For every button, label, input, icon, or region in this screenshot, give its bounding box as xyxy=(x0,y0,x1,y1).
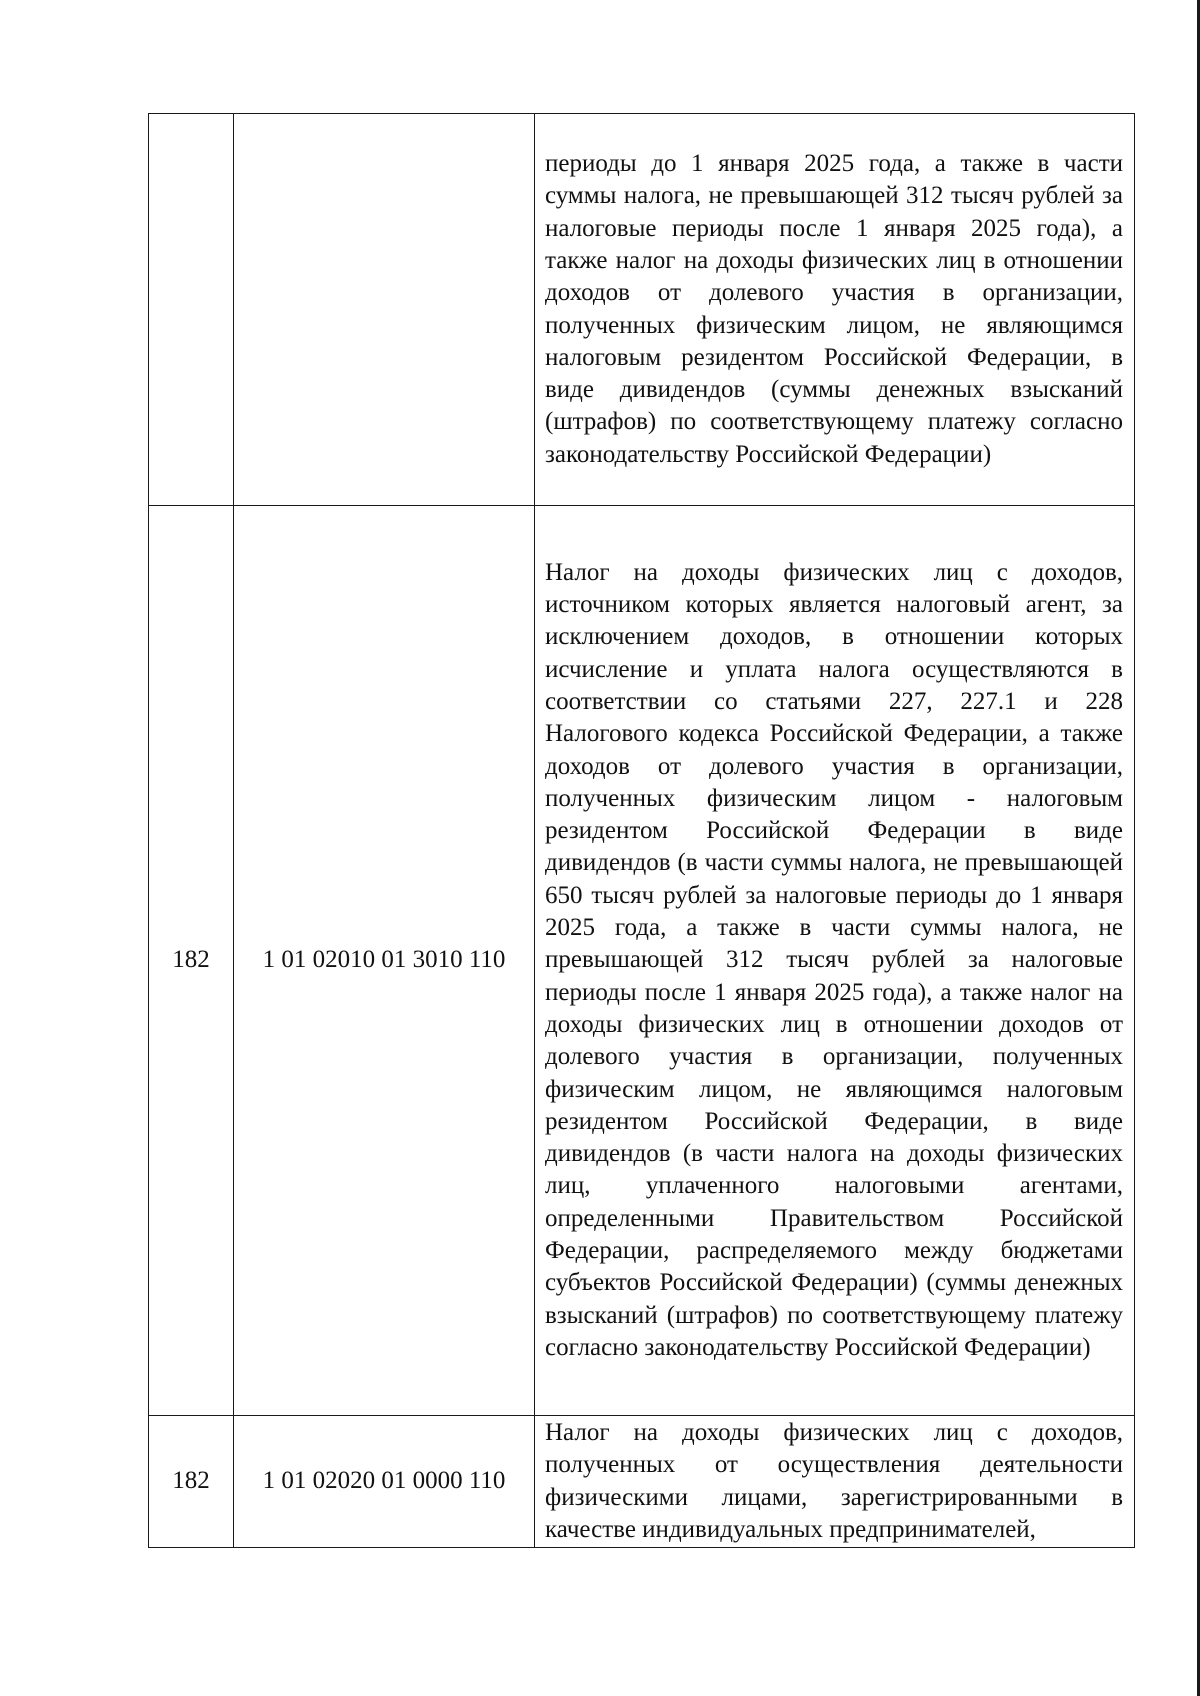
budget-codes-table xyxy=(148,113,1135,1548)
description-text: Налог на доходы физических лиц с доходов, источником которых является налоговый агент, за исключением доходов, в отношении которых исчисление и уплата налога осуществляются в соответствии со статьями 227, 227.1 и 228 Налогового кодекса Российской Федерации, а также доходов от долевого участия в организации, полученных физическим лицом - налоговым резидентом Российской Федерации в виде дивидендов (в части суммы налога, не превышающей 650 тысяч рублей за налоговые периоды до 1 января 2025 года, а также в части суммы налога, не превышающей 312 тысяч рублей за налоговые периоды после 1 января 2025 года), а также налог на доходы физических лиц в отношении доходов от долевого участия в организации, полученных физическим лицом, не являющимся налоговым резидентом Российской Федерации, в виде дивидендов (в части налога на доходы физических лиц, уплаченного налоговыми агентами, определенными Правительством Российской Федерации, распределяемого между бюджетами субъектов Российской Федерации) (суммы денежных взысканий (штрафов) по соответствующему платежу согласно законодательству Российской Федерации) xyxy=(545,558,1123,1361)
admin-code-cell: 182 xyxy=(149,1416,234,1548)
description-cell xyxy=(535,114,1135,506)
table-row xyxy=(149,506,1135,1416)
admin-code-cell xyxy=(149,114,234,506)
kbk-cell: 1 01 02020 01 0000 110 xyxy=(234,1416,535,1548)
description-text: Налог на доходы физических лиц с доходов, полученных от осуществления деятельности физическими лицами, зарегистрированными в качестве индивидуальных предпринимателей, xyxy=(545,1419,1123,1543)
description-text: периоды до 1 января 2025 года, а также в части суммы налога, не превышающей 312 тысяч рублей за налоговые периоды после 1 января 2025 года), а также налог на доходы физических лиц в отношении доходов от долевого участия в организации, полученных физическим лицом, не являющимся налоговым резидентом Российской Федерации, в виде дивидендов (суммы денежных взысканий (штрафов) по соответствующему платежу согласно законодательству Российской Федерации) xyxy=(545,150,1123,468)
table-row xyxy=(149,114,1135,506)
description-cell xyxy=(535,506,1135,1416)
kbk-cell: 1 01 02010 01 3010 110 xyxy=(234,506,535,1416)
kbk-cell xyxy=(234,114,535,506)
admin-code-cell: 182 xyxy=(149,506,234,1416)
table-row xyxy=(149,1416,1135,1548)
description-cell xyxy=(535,1416,1135,1548)
